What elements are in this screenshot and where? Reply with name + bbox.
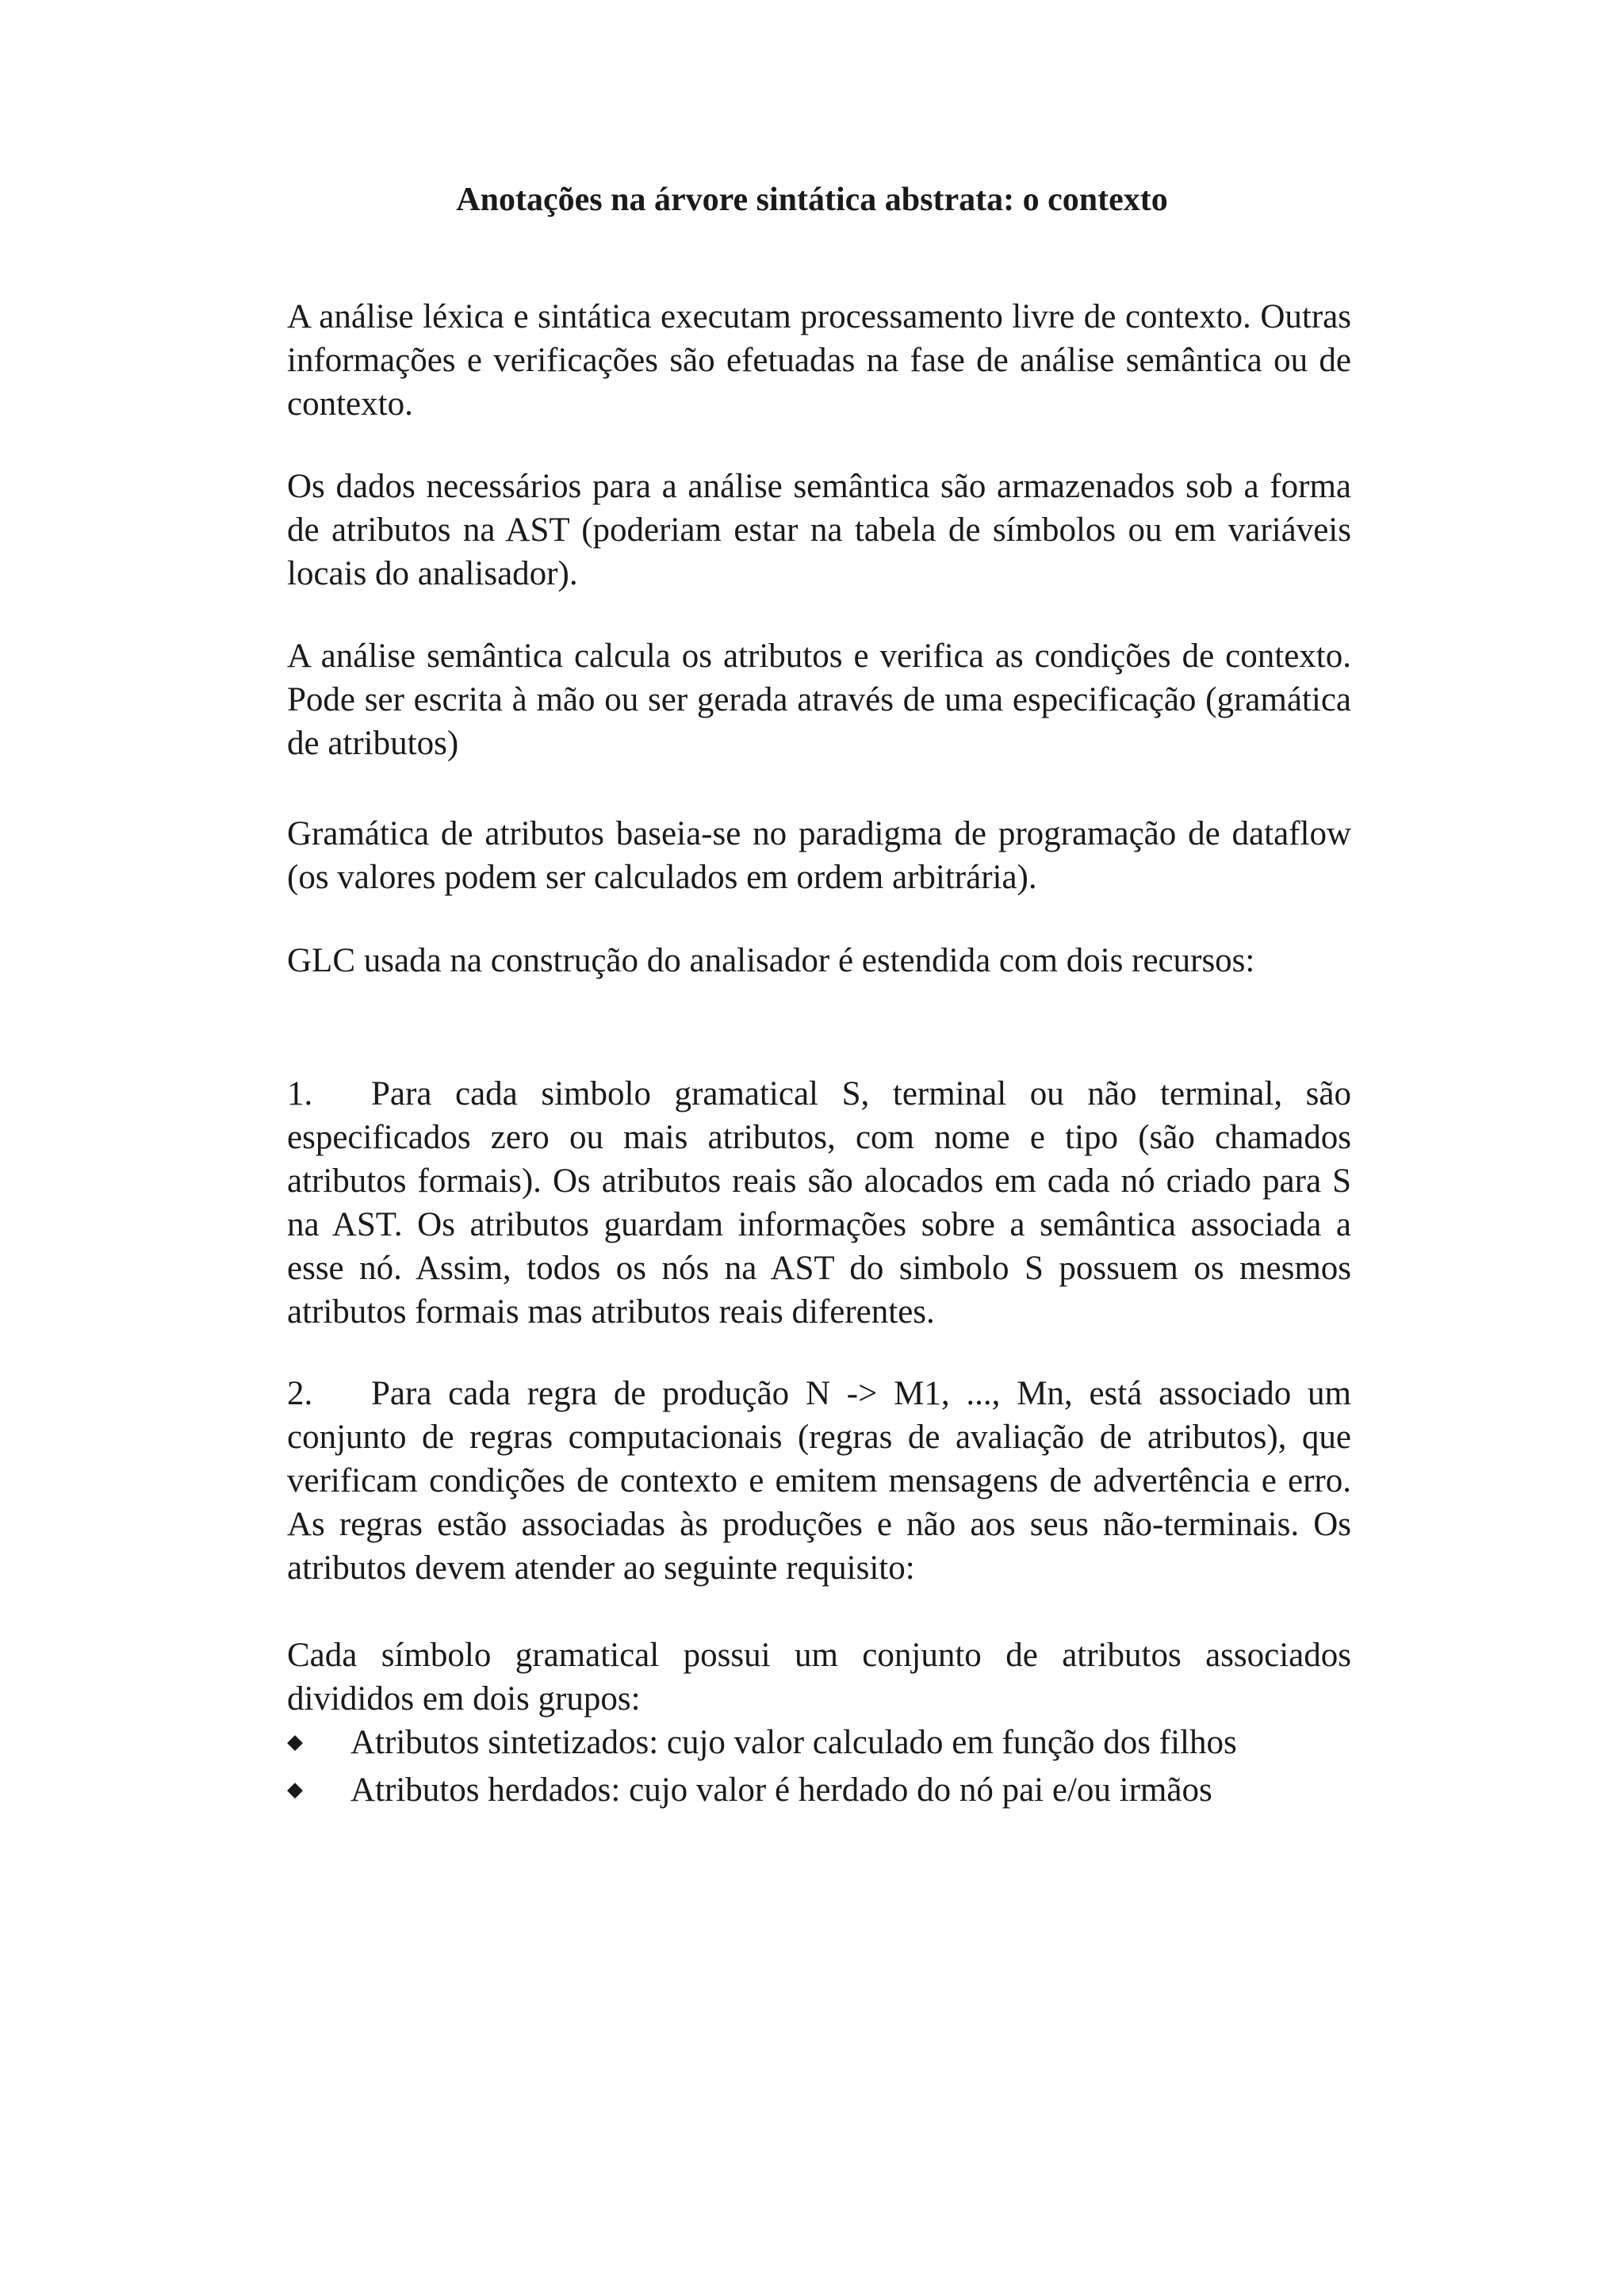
paragraph-3: A análise semântica calcula os atributos e verifica as condições de contexto. Pode ser escrita à mão ou ser gerada através de uma especificação (gramática de atributos) <box>287 638 1351 762</box>
paragraph-4: Gramática de atributos baseia-se no paradigma de programação de dataflow (os valores podem ser calculados em ordem arbitrária). <box>287 815 1351 896</box>
numbered-item-2 <box>287 1372 1351 1590</box>
closing-paragraph: Cada símbolo gramatical possui um conjunto de atributos associados divididos em dois grupos: <box>287 1637 1351 1718</box>
paragraph-1: A análise léxica e sintática executam processamento livre de contexto. Outras informações e verificações são efetuadas na fase de análise semântica ou de contexto. <box>287 298 1351 423</box>
diamond-bullet-icon: ◆ <box>287 1730 303 1753</box>
numbered-item-1 <box>287 1072 1351 1334</box>
list-item <box>287 1768 1397 1816</box>
bullet-list <box>287 1721 1397 1816</box>
bullet-text: Atributos sintetizados: cujo valor calculado em função dos filhos <box>350 1724 1237 1761</box>
diamond-bullet-icon: ◆ <box>287 1778 303 1801</box>
document-title: Anotações na árvore sintática abstrata: o contexto <box>456 182 1168 218</box>
list-item <box>287 1721 1397 1768</box>
bullet-text: Atributos herdados: cujo valor é herdado do nó pai e/ou irmãos <box>350 1771 1212 1809</box>
numbered-item-number: 2. <box>287 1375 313 1412</box>
numbered-item-text: Para cada regra de produção N -> M1, ..., Mn, está associado um conjunto de regras computacionais (regras de avaliação de atributos), que verificam condições de contexto e emitem mensagens de advertência e erro. As regras estão associadas às produções e não aos seus não-terminais. Os atributos devem atender ao seguinte requisito: <box>287 1375 1351 1587</box>
numbered-item-text: Para cada simbolo gramatical S, terminal ou não terminal, são especificados zero ou mais atributos, com nome e tipo (são chamados atributos formais). Os atributos reais são alocados em cada nó criado para S na AST. Os atributos guardam informações sobre a semântica associada a esse nó. Assim, todos os nós na AST do simbolo S possuem os mesmos atributos formais mas atributos reais diferentes. <box>287 1075 1351 1331</box>
paragraph-5: GLC usada na construção do analisador é estendida com dois recursos: <box>287 942 1255 979</box>
numbered-item-number: 1. <box>287 1075 313 1113</box>
paragraph-2: Os dados necessários para a análise semântica são armazenados sob a forma de atributos na AST (poderiam estar na tabela de símbolos ou em variáveis locais do analisador). <box>287 468 1351 592</box>
